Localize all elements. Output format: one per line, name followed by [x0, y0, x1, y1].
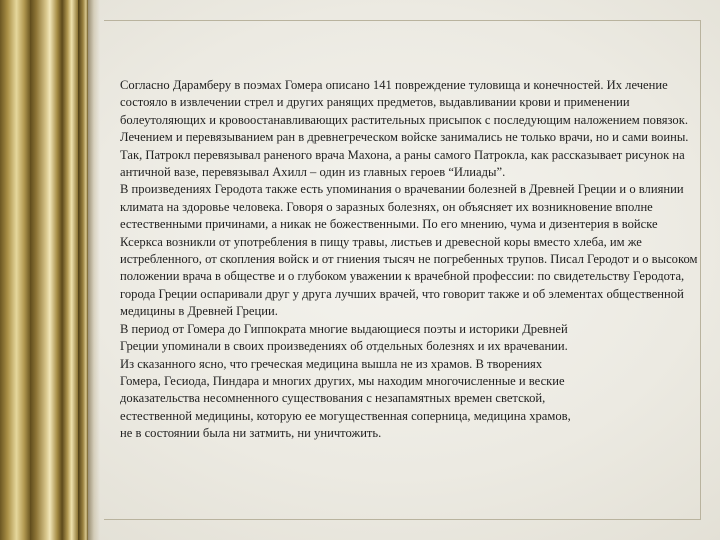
- gold-pillar-decoration: [78, 0, 88, 540]
- gold-pillar-decoration: [30, 0, 62, 540]
- paragraph-conclusion: В период от Гомера до Гиппократа многие выдающиеся поэты и историки Древней Греции упоминали в своих произведениях об отдельных болезнях и их врачевании. Из сказанного ясно, что греческая медицина вышла не из храмов. В творениях Гомера, Гесиода, Пиндара и многих других, мы находим многочисленные и веские доказательства несомненного существования с незапамятных времен светской, естественной медицины, которую ее могущественная соперница, медицина храмов, не в состоянии была ни затмить, ни уничтожить.: [120, 321, 571, 441]
- paragraph-herodotus: В произведениях Геродота также есть упоминания о врачевании болезней в Древней Греции и о влиянии климата на здоровье человека. Говоря о заразных болезнях, он объясняет их возникновение вполне естественными причинами, а никак не божественными. По его мнению, чума и дизентерия в войске Ксеркса возникли от употребления в пищу травы, листьев и древесной коры вместо хлеба, им же истребленного, от скопления войск и от гниения тысяч не погребенных трупов. Писал Геродот и о высоком положении врача в обществе и о глубоком уважении к врачебной профессии: по свидетельству Геродота, города Греции оспаривали друг у друга лучших врачей, что говорит также и об элементах общественной медицины в Древней Греции.: [120, 182, 698, 319]
- frame-line-top: [104, 20, 700, 21]
- frame-line-bottom: [104, 519, 701, 520]
- frame-line-right: [700, 20, 701, 520]
- pillar-shadow: [88, 0, 100, 540]
- gold-pillar-decoration: [62, 0, 78, 540]
- paragraph-homer: Согласно Дарамберу в поэмах Гомера описано 141 повреждение туловища и конечностей. Их лечение состояло в извлечении стрел и других ранящих предметов, выдавливании крови и применении болеутоляющих и кровоостанавливающих растительных присыпок с последующим наложением повязок. Лечением и перевязыванием ран в древнегреческом войске занимались не только врачи, но и сами воины. Так, Патрокл перевязывал раненого врача Махона, а раны самого Патрокла, как рассказывает рисунок на античной вазе, перевязывал Ахилл – один из главных героев “Илиады”.: [120, 78, 689, 180]
- body-text: [120, 77, 700, 443]
- gold-pillar-decoration: [0, 0, 30, 540]
